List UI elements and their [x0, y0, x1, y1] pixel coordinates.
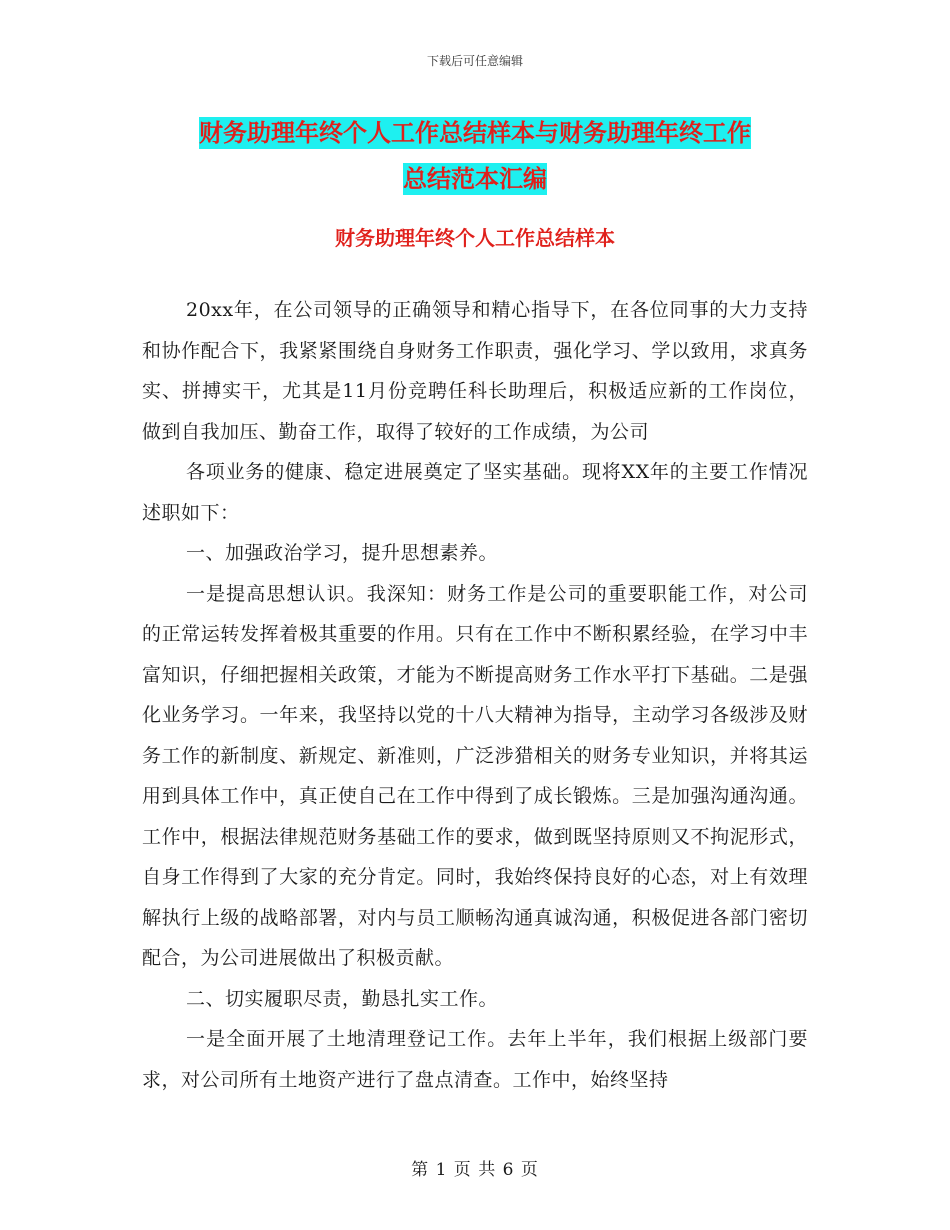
paragraph: 一是提高思想认识。我深知：财务工作是公司的重要职能工作，对公司的正常运转发挥着极其重要的作用。只有在工作中不断积累经验，在学习中丰富知识，仔细把握相关政策，才能为不断提高财务工作水平打下基础。二是强化业务学习。一年来，我坚持以党的十八大精神为指导，主动学习各级涉及财务工作的新制度、新规定、新准则，广泛涉猎相关的财务专业知识，并将其运用到具体工作中，真正使自己在工作中得到了成长锻炼。三是加强沟通沟通。工作中，根据法律规范财务基础工作的要求，做到既坚持原则又不拘泥形式，自身工作得到了大家的充分肯定。同时，我始终保持良好的心态，对上有效理解执行上级的战略部署，对内与员工顺畅沟通真诚沟通，积极促进各部门密切配合，为公司进展做出了积极贡献。 [142, 582, 808, 969]
paragraph-heading: 二、切实履职尽责，勤恳扎实工作。 [186, 987, 499, 1010]
paragraph-heading: 一、加强政治学习，提升思想素养。 [186, 542, 499, 564]
paragraph: 20xx年，在公司领导的正确领导和精心指导下，在各位同事的大力支持和协作配合下，我紧紧围绕自身财务工作职责，强化学习、学以致用，求真务实、拼搏实干，尤其是11月份竞聘任科长助理后，积极适应新的工作岗位，做到自我加压、勤奋工作，取得了较好的工作成绩，为公司 [142, 299, 808, 443]
document-title [140, 110, 810, 202]
document-title-line2: 总结范本汇编 [403, 165, 547, 193]
page-header-note: 下载后可任意编辑 [426, 54, 523, 68]
paragraph: 各项业务的健康、稳定进展奠定了坚实基础。现将XX年的主要工作情况述职如下： [142, 461, 808, 524]
page-footer: 第 1 页 共 6 页 [411, 1160, 539, 1180]
section-title: 财务助理年终个人工作总结样本 [335, 226, 615, 250]
document-title-line1: 财务助理年终个人工作总结样本与财务助理年终工作 [199, 119, 751, 147]
document-body [142, 290, 808, 1100]
paragraph: 一是全面开展了土地清理登记工作。去年上半年，我们根据上级部门要求，对公司所有土地资产进行了盘点清查。工作中，始终坚持 [142, 1028, 808, 1091]
